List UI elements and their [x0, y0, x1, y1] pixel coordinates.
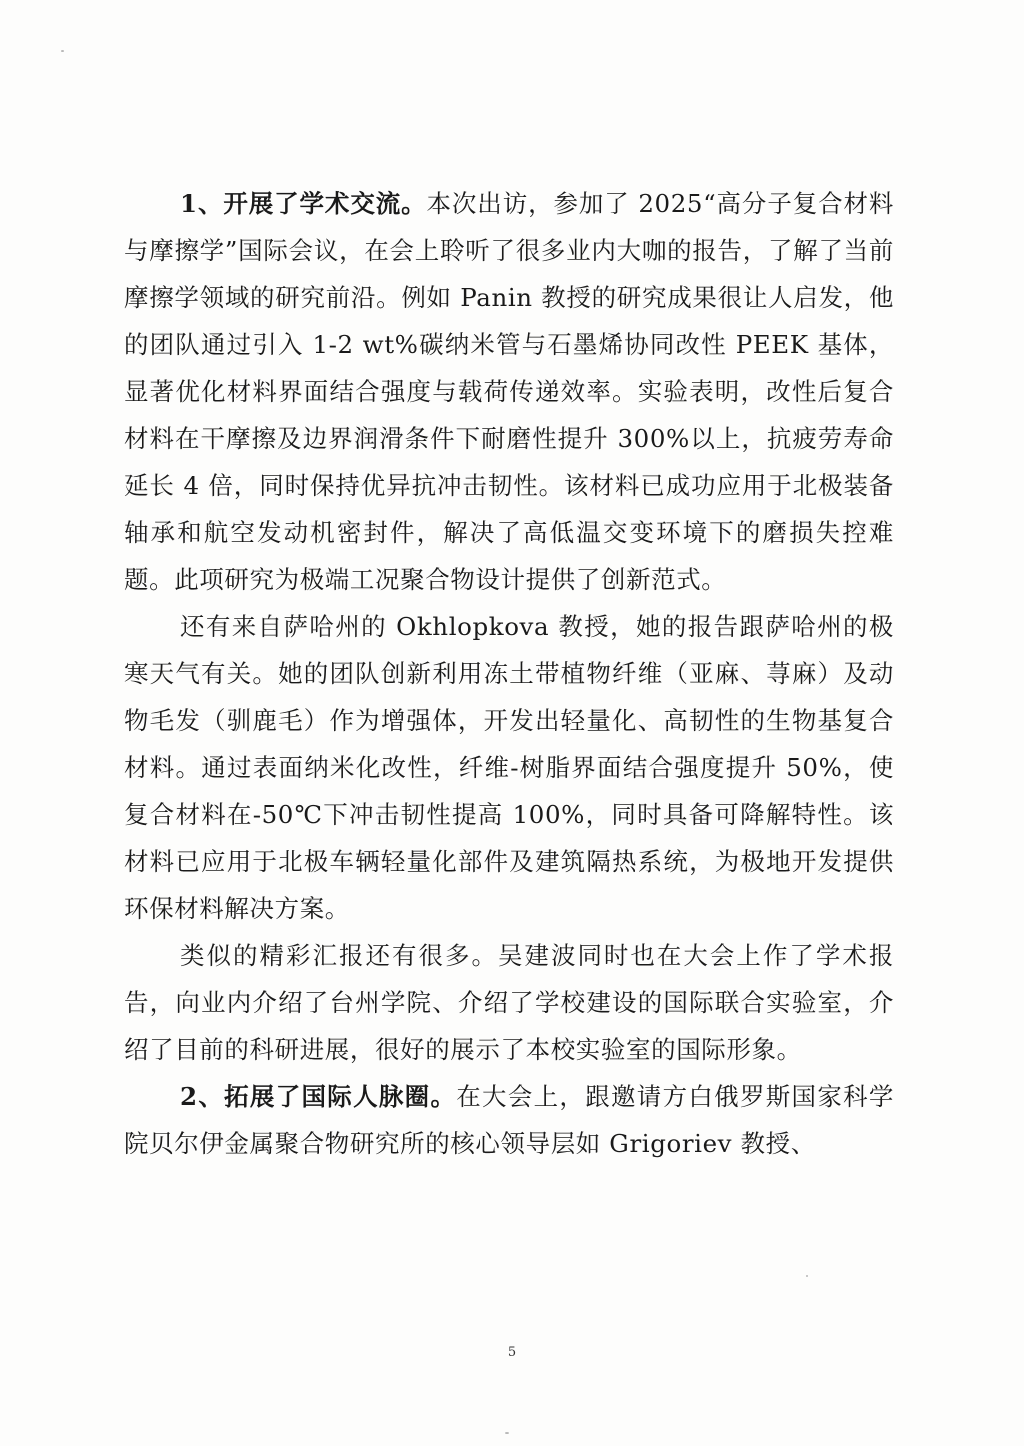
paragraph-text: 在大会上，跟邀请方白俄罗斯国家科学院贝尔伊金属聚合物研究所的核心领导层如 Grigoriev 教授、 [124, 1082, 894, 1158]
paragraph-okhlopkova [124, 603, 894, 932]
scan-speck [505, 1432, 509, 1434]
paragraph-text: 本次出访，参加了 2025“高分子复合材料与摩擦学”国际会议，在会上聆听了很多业内大咖的报告，了解了当前摩擦学领域的研究前沿。例如 Panin 教授的研究成果很让人启发，他的团队通过引入 1-2 wt%碳纳米管与石墨烯协同改性 PEEK 基体，显著优化材料界面结合强度与载荷传递效率。实验表明，改性后复合材料在干摩擦及边界润滑条件下耐磨性提升 300%以上，抗疲劳寿命延长 4 倍，同时保持优异抗冲击韧性。该材料已成功应用于北极装备轴承和航空发动机密封件，解决了高低温交变环境下的磨损失控难题。此项研究为极端工况聚合物设计提供了创新范式。 [124, 189, 895, 594]
paragraph-network [124, 1073, 894, 1167]
scan-speck [61, 50, 64, 52]
page-number: 5 [507, 1345, 517, 1360]
section-heading-1: 1、开展了学术交流。 [180, 189, 427, 218]
paragraph-text: 还有来自萨哈州的 Okhlopkova 教授，她的报告跟萨哈州的极寒天气有关。她的团队创新利用冻土带植物纤维（亚麻、荨麻）及动物毛发（驯鹿毛）作为增强体，开发出轻量化、高韧性的生物基复合材料。通过表面纳米化改性，纤维-树脂界面结合强度提升 50%，使复合材料在-50℃下冲击韧性提高 100%，同时具备可降解特性。该材料已应用于北极车辆轻量化部件及建筑隔热系统，为极地开发提供环保材料解决方案。 [124, 612, 894, 923]
paragraph-academic-exchange [124, 180, 894, 603]
paragraph-other-reports [124, 932, 894, 1073]
body-text [124, 180, 894, 1167]
paragraph-text: 类似的精彩汇报还有很多。吴建波同时也在大会上作了学术报告，向业内介绍了台州学院、介绍了学校建设的国际联合实验室，介绍了目前的科研进展，很好的展示了本校实验室的国际形象。 [124, 941, 894, 1064]
section-heading-2: 2、拓展了国际人脉圈。 [180, 1082, 457, 1111]
scan-speck [806, 1275, 808, 1277]
